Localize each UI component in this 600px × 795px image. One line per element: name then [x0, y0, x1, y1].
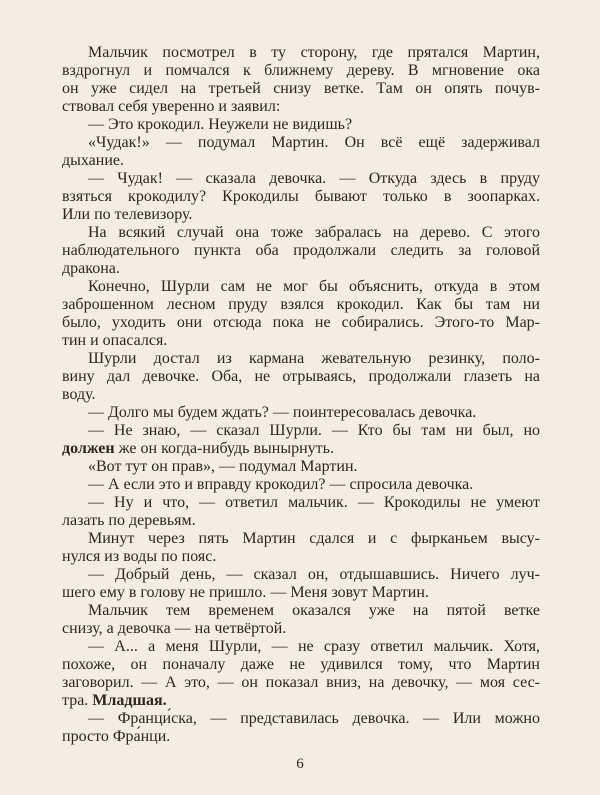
text-line	[62, 224, 540, 242]
text-line	[62, 440, 540, 458]
bold-text: должен	[62, 440, 115, 457]
paragraph	[62, 404, 540, 422]
text-line	[62, 386, 540, 404]
text-line	[62, 98, 540, 116]
text-segment: вину дал девочке. Оба, не отрываясь, продолжали глазеть на	[62, 368, 540, 385]
paragraph	[62, 422, 540, 458]
text-line	[62, 206, 540, 224]
text-line	[62, 638, 540, 656]
text-line	[62, 656, 540, 674]
paragraph	[62, 134, 540, 170]
text-line	[62, 80, 540, 98]
text-segment: «Вот тут он прав», — подумал Мартин.	[88, 458, 358, 475]
text-segment: заговорил. — А это, — он показал вниз, на девочку, — моя сес-	[62, 674, 540, 691]
paragraph	[62, 350, 540, 404]
text-line	[62, 494, 540, 512]
paragraph	[62, 458, 540, 476]
text-segment: Конечно, Шурли сам не мог бы объяснить, откуда в этом	[88, 278, 540, 295]
bold-text: Младшая.	[92, 692, 167, 709]
text-segment: Мальчик посмотрел в ту сторону, где прятался Мартин,	[88, 44, 540, 61]
text-line	[62, 134, 540, 152]
text-segment: дракона.	[62, 260, 120, 277]
text-line	[62, 368, 540, 386]
paragraph	[62, 278, 540, 350]
text-line	[62, 152, 540, 170]
paragraph	[62, 602, 540, 638]
text-segment: было, уходить они отсюда пока не собирались. Этого-то Мар-	[62, 314, 540, 331]
text-segment: — Ну и что, — ответил мальчик. — Крокодилы не умеют	[88, 494, 540, 511]
text-line	[62, 296, 540, 314]
text-segment: просто Фра́нци.	[62, 728, 171, 745]
text-line	[62, 422, 540, 440]
text-segment: тин и опасался.	[62, 332, 168, 349]
text-segment: вздрогнул и помчался к ближнему дереву. В мгновение ока	[62, 62, 540, 79]
text-line	[62, 242, 540, 260]
text-line	[62, 512, 540, 530]
text-segment: же он когда-нибудь вынырнуть.	[114, 440, 334, 457]
text-segment: снизу, а девочка — на четвёртой.	[62, 620, 287, 637]
text-segment: ствовал себя уверенно и заявил:	[62, 98, 281, 115]
text-line	[62, 314, 540, 332]
text-line	[62, 548, 540, 566]
text-segment: лазать по деревьям.	[62, 512, 196, 529]
text-line	[62, 710, 540, 728]
page-text	[62, 44, 540, 746]
text-line	[62, 566, 540, 584]
text-line	[62, 620, 540, 638]
text-line	[62, 170, 540, 188]
paragraph	[62, 494, 540, 530]
text-segment: он уже сидел на третьей снизу ветке. Там он опять почув-	[62, 80, 540, 97]
paragraph	[62, 170, 540, 224]
text-segment: Минут через пять Мартин сдался и с фырканьем высу-	[88, 530, 540, 547]
text-line	[62, 458, 540, 476]
text-line	[62, 260, 540, 278]
text-line	[62, 350, 540, 368]
paragraph	[62, 530, 540, 566]
text-segment: воду.	[62, 386, 96, 403]
paragraph	[62, 44, 540, 116]
paragraph	[62, 566, 540, 602]
text-segment: нулся из воды по пояс.	[62, 548, 217, 565]
text-segment: тра.	[62, 692, 93, 709]
paragraph	[62, 116, 540, 134]
text-segment: наблюдательного пункта оба продолжали следить за головой	[62, 242, 540, 259]
paragraph	[62, 710, 540, 746]
text-line	[62, 62, 540, 80]
text-line	[62, 44, 540, 62]
text-segment: — Не знаю, — сказал Шурли. — Кто бы там ни был, но	[88, 422, 540, 439]
text-line	[62, 692, 540, 710]
text-line	[62, 188, 540, 206]
text-segment: «Чудак!» — подумал Мартин. Он всё ещё задерживал	[88, 134, 540, 151]
text-segment: — Добрый день, — сказал он, отдышавшись. Ничего луч-	[88, 566, 540, 583]
text-segment: На всякий случай она тоже забралась на дерево. С этого	[88, 224, 540, 241]
text-segment: — Долго мы будем ждать? — поинтересовалась девочка.	[88, 404, 477, 421]
text-segment: — Это крокодил. Неужели не видишь?	[88, 116, 353, 133]
paragraph	[62, 476, 540, 494]
text-segment: похоже, он поначалу даже не удивился тому, что Мартин	[62, 656, 540, 673]
page-number: 6	[296, 756, 304, 772]
text-segment: шего ему в голову не пришло. — Меня зовут Мартин.	[62, 584, 429, 601]
text-line	[62, 278, 540, 296]
text-segment: — А если это и вправду крокодил? — спросила девочка.	[88, 476, 474, 493]
paragraph	[62, 224, 540, 278]
text-line	[62, 728, 540, 746]
text-segment: дыхание.	[62, 152, 125, 169]
text-segment: Или по телевизору.	[62, 206, 193, 223]
text-line	[62, 332, 540, 350]
text-segment: — А... а меня Шурли, — не сразу ответил мальчик. Хотя,	[88, 638, 540, 655]
text-segment: заброшенном лесном пруду взялся крокодил. Как бы там ни	[62, 296, 540, 313]
text-segment: Шурли достал из кармана жевательную резинку, поло-	[88, 350, 540, 367]
text-segment: Мальчик тем временем оказался уже на пятой ветке	[88, 602, 540, 619]
text-line	[62, 674, 540, 692]
text-segment: взяться крокодилу? Крокодилы бывают только в зоопарках.	[62, 188, 540, 205]
text-segment: — Франци́ска, — представилась девочка. — Или можно	[88, 710, 540, 727]
text-line	[62, 584, 540, 602]
text-line	[62, 116, 540, 134]
text-line	[62, 476, 540, 494]
paragraph	[62, 638, 540, 710]
text-line	[62, 404, 540, 422]
text-line	[62, 602, 540, 620]
text-line	[62, 530, 540, 548]
text-segment: — Чудак! — сказала девочка. — Откуда здесь в пруду	[88, 170, 540, 187]
